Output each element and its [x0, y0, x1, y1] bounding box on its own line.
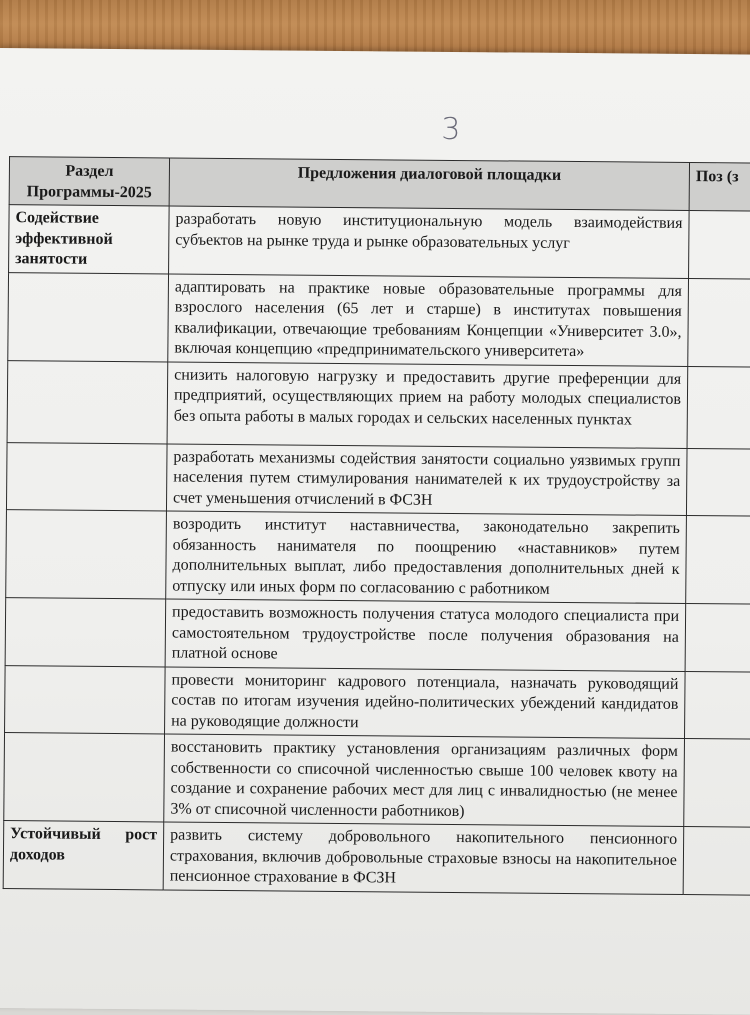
handwritten-page-number: 3: [441, 111, 461, 148]
header-proposals: Предложения диалоговой площадки: [169, 158, 689, 211]
section-cell: [7, 360, 168, 443]
section-cell: [5, 598, 166, 667]
table-row: [6, 442, 750, 516]
proposals-table: [3, 156, 750, 895]
position-cell: [683, 826, 750, 894]
section-cell: [6, 510, 167, 599]
table-row: [4, 733, 750, 828]
position-cell: [688, 278, 750, 367]
position-cell: [684, 738, 750, 827]
section-cell: Устойчивый рост доходов: [3, 821, 164, 890]
section-cell: [8, 272, 169, 361]
proposal-cell: предоставить возможность получения статуса молодого специалиста при самостоятельном трудоустройстве после получения образования на платной основе: [165, 599, 686, 671]
section-cell: [5, 665, 166, 734]
proposal-cell: возродить институт наставничества, законодательно закрепить обязанность нанимателя по поощрению «наставников» путем дополнительных выплат, либо предоставления дополнительных дней к отпуску или иных форм по согласованию с работником: [166, 511, 687, 604]
table-row: [3, 821, 750, 895]
table-row: [5, 665, 750, 739]
position-cell: [685, 671, 750, 739]
section-cell: [6, 442, 167, 511]
section-cell: [4, 733, 165, 822]
table-row: [7, 360, 750, 449]
table-row: [6, 510, 750, 605]
proposal-cell: провести мониторинг кадрового потенциала, назначать руководящий состав по итогам изучения идейно-политических убеждений кандидатов на руководящие должности: [165, 666, 686, 738]
proposal-cell: восстановить практику установления организациям различных форм собственности со списочной численностью свыше 100 человек квоту на создание и сохранение рабочих мест для лиц с инвалидностью (не менее 3% от списочной численности работников): [164, 734, 685, 827]
proposal-cell: снизить налоговую нагрузку и предоставить другие преференции для предприятий, осуществляющих прием на работу молодых специалистов без опыта работы в малых городах и сельских населенных пунктах: [167, 361, 688, 448]
proposal-cell: разработать новую институциональную модель взаимодействия субъектов на рынке труда и рынке образовательных услуг: [169, 206, 690, 278]
header-section: Раздел Программы-2025: [9, 157, 169, 206]
section-cell: Содействие эффективной занятости: [9, 205, 170, 274]
table-row: [8, 272, 750, 367]
proposal-cell: адаптировать на практике новые образовательные программы для взрослого населения (65 лет и старше) в институтах повышения квалификации, отвечающие требованиям Концепции «Университет 3.0», включая концепцию «предпринимательского университета»: [168, 273, 689, 366]
table-row: [5, 598, 750, 672]
position-cell: [686, 448, 750, 516]
position-cell: [687, 366, 750, 449]
position-cell: [689, 211, 750, 279]
proposal-cell: разработать механизмы содействия занятости социально уязвимых групп населения путем стимулирования нанимателей к их трудоустройству за счет уменьшения отчислений в ФСЗН: [166, 443, 687, 515]
table-row: [9, 205, 750, 279]
proposal-cell: развить систему добровольного накопительного пенсионного страхования, включив добровольные страховые взносы на накопительное пенсионное страхование в ФСЗН: [163, 822, 684, 894]
header-position: Поз (з: [689, 163, 750, 212]
position-cell: [686, 516, 750, 605]
document-page: [0, 48, 750, 1015]
table-header-row: [9, 157, 750, 212]
position-cell: [685, 604, 750, 672]
